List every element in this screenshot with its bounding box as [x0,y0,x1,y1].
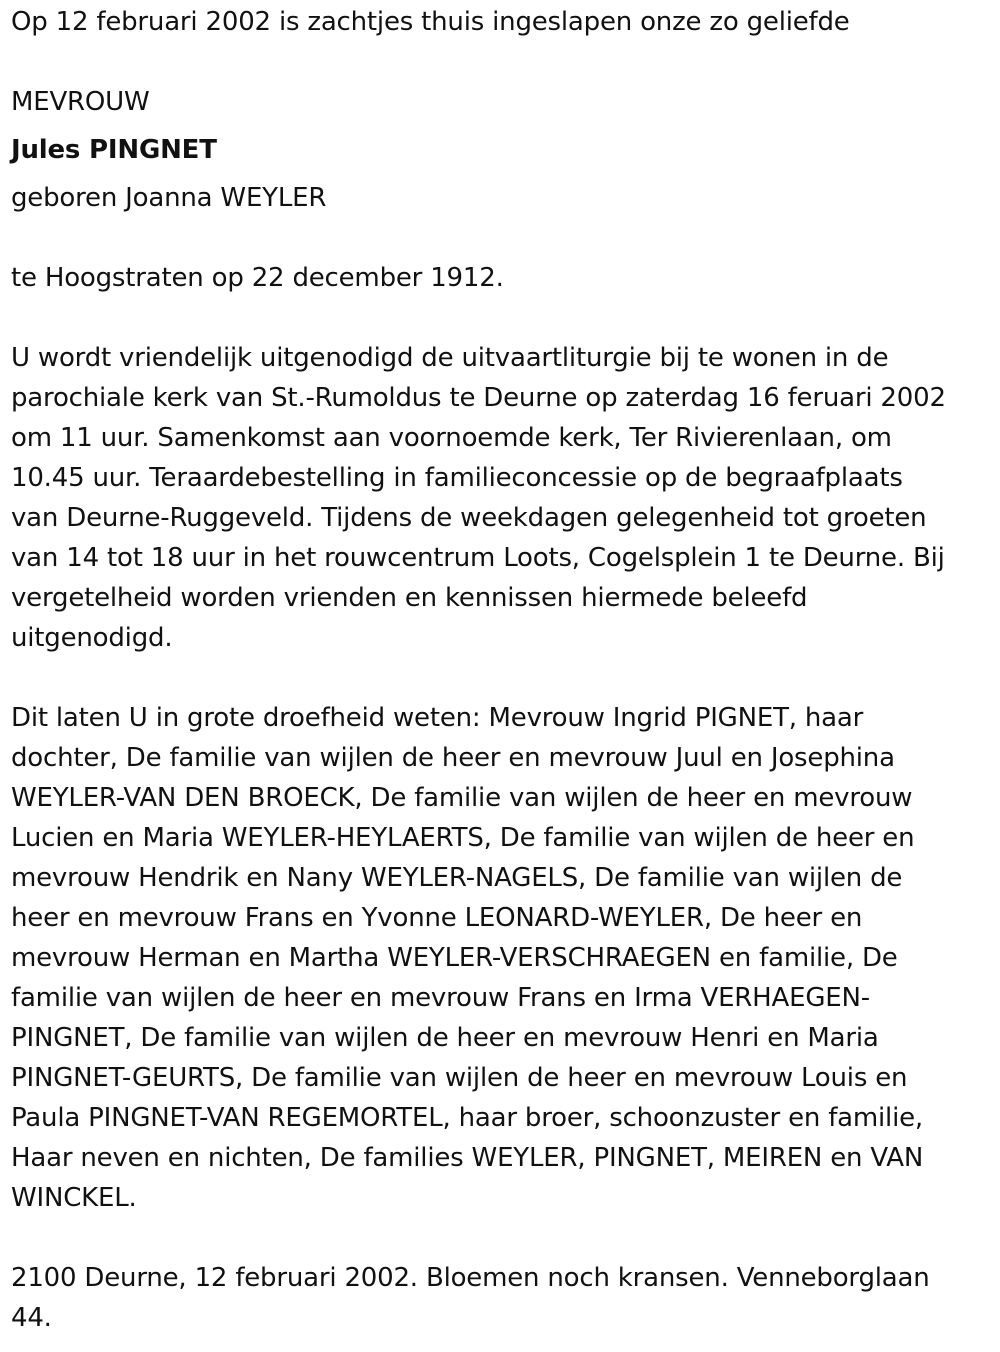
footer-line: 2100 Deurne, 12 februari 2002. Bloemen noch kransen. Venneborglaan [11,1263,930,1293]
invitation-line: uitgenodigd. [11,623,173,653]
family-paragraph [11,698,989,1218]
invitation-line: van Deurne-Ruggeveld. Tijdens de weekdagen gelegenheid tot groeten [11,503,927,533]
family-line: mevrouw Herman en Martha WEYLER-VERSCHRAEGEN en familie, De [11,943,898,973]
invitation-line: om 11 uur. Samenkomst aan voornoemde kerk, Ter Rivierenlaan, om [11,423,892,453]
family-line: WINCKEL. [11,1183,137,1213]
invitation-line: 10.45 uur. Teraardebestelling in familieconcessie op de begraafplaats [11,463,903,493]
birth-name: geboren Joanna WEYLER [11,183,327,213]
family-line: WEYLER-VAN DEN BROECK, De familie van wijlen de heer en mevrouw [11,783,913,813]
invitation-line: U wordt vriendelijk uitgenodigd de uitvaartliturgie bij te wonen in de [11,343,889,373]
family-line: Dit laten U in grote droefheid weten: Mevrouw Ingrid PIGNET, haar [11,703,864,733]
family-line: heer en mevrouw Frans en Yvonne LEONARD-WEYLER, De heer en [11,903,863,933]
family-line: familie van wijlen de heer en mevrouw Frans en Irma VERHAEGEN- [11,983,870,1013]
family-line: mevrouw Hendrik en Nany WEYLER-NAGELS, De familie van wijlen de [11,863,903,893]
obituary-document [11,2,989,1338]
invitation-line: parochiale kerk van St.-Rumoldus te Deurne op zaterdag 16 feruari 2002 [11,383,946,413]
footer-paragraph [11,1258,989,1338]
family-line: PINGNET-GEURTS, De familie van wijlen de heer en mevrouw Louis en [11,1063,908,1093]
family-line: dochter, De familie van wijlen de heer en mevrouw Juul en Josephina [11,743,895,773]
family-line: PINGNET, De familie van wijlen de heer en mevrouw Henri en Maria [11,1023,879,1053]
deceased-name: Jules PINGNET [11,135,217,165]
intro-text: Op 12 februari 2002 is zachtjes thuis ingeslapen onze zo geliefde [11,7,850,37]
title-text: MEVROUW [11,87,150,117]
invitation-line: vergetelheid worden vrienden en kennissen hiermede beleefd [11,583,808,613]
invitation-paragraph [11,338,989,658]
family-line: Paula PINGNET-VAN REGEMORTEL, haar broer, schoonzuster en familie, [11,1103,923,1133]
birth-place-date: te Hoogstraten op 22 december 1912. [11,263,504,293]
footer-line: 44. [11,1303,52,1333]
family-line: Haar neven en nichten, De families WEYLER, PINGNET, MEIREN en VAN [11,1143,924,1173]
family-line: Lucien en Maria WEYLER-HEYLAERTS, De familie van wijlen de heer en [11,823,915,853]
invitation-line: van 14 tot 18 uur in het rouwcentrum Loots, Cogelsplein 1 te Deurne. Bij [11,543,945,573]
